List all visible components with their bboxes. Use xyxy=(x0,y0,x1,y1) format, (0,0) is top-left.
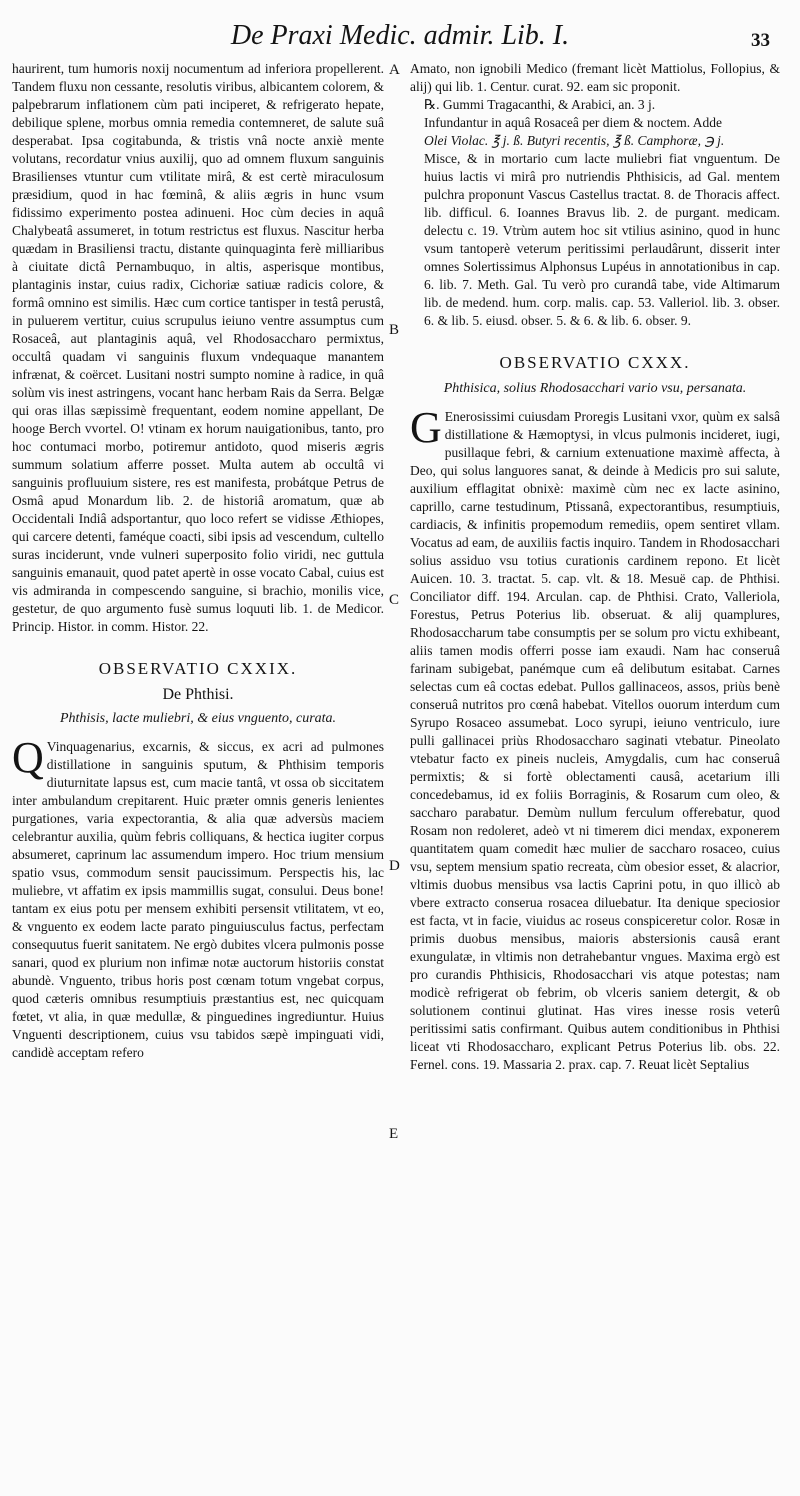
recipe-intro: Amato, non ignobili Medico (fremant licèt Mattiolus, Follopius, & alij) qui lib. 1. Centur. curat. 92. eam sic proponit. xyxy=(410,61,780,94)
margin-letter-c: C xyxy=(389,592,400,608)
observation-130-body-paragraph xyxy=(410,403,780,1074)
margin-letter-d: D xyxy=(389,858,400,874)
margin-letter-b: B xyxy=(389,322,400,338)
drop-cap-g: G xyxy=(410,403,442,452)
observation-129-caption: Phthisis, lacte muliebri, & eius vnguento, curata. xyxy=(59,711,337,726)
observation-129-body: Vinquagenarius, excarnis, & siccus, ex acri ad pulmones distillatione in sanguinis sputum, & Phthisim temporis diuturnitate lapsus est, cum macie tantâ, vt ossa ob siccitatem inter ambulandum crepitarent. Huic præter omnis generis lenientes purgationes, varia expectorantia, & alia quæ adversùs maciem celebrantur auxilia, quùm febris colliquans, & hectica iugiter corpus absumeret, caprinum lac assumendum impero. Hoc trium mensium spatio vsus, commodum sensit paucissimum. Perspectis his, lac muliebre, vt affatim ex ipsis mammillis sugat, consului. Deus bone! tantam ex eius potu per mensem exhibiti persensit vtilitatem, vt eo, & vnguento ex eodem lacte parato pinguiusculus factus, perfectam consequutus fuerit sanitatem. Ne ergò dubites vlcera pulmonis posse sanari, quod ex plurium non infimæ notæ auctorum historiis constat abundè. Vnguento, tribus horis post cœnam totum vngebat corpus, quod cæteris omnibus resumptiuis præstantius est, nec quicquam fœtet, vt alia, in quæ medullæ, & pinguedines ingrediuntur. Huius Vnguenti descriptionem, cuius vsu tabidos sæpè impinguati vidi, candidè acceptam refero xyxy=(12,739,384,1060)
margin-letter-e: E xyxy=(389,1126,399,1142)
drop-cap-q: Q xyxy=(12,733,44,782)
page-number: 33 xyxy=(751,30,770,51)
running-title: De Praxi Medic. admir. Lib. I. xyxy=(230,20,570,51)
recipe-line-infusion: Infundantur in aquâ Rosaceâ per diem & noctem. Adde xyxy=(424,115,723,130)
observation-129-subtitle: De Phthisi. xyxy=(162,686,234,703)
margin-letter-a: A xyxy=(389,62,400,78)
observation-129-body-paragraph xyxy=(12,733,384,1062)
right-column xyxy=(410,60,780,1488)
recipe-continuation: Misce, & in mortario cum lacte muliebri fiat vnguentum. De huius lactis vi mirâ pro nutriendis Phthisicis, ad Gal. mentem pulchra proponunt Vascus Castellus tractat. 8. de Thoracis affect. lib. difficul. 6. Ioannes Bravus lib. 2. de purgant. medicam. delectu c. 19. Vtrùm autem hoc sit vtilius asinino, quod in hunc vsum tantoperè veterum peritissimi perlaudârunt, disserit inter omnes Solertissimus Alphonsus Lupéus in annotationibus in cap. 6. lib. 7. Meth. Gal. Tu verò pro curandâ tabe, vide Altimarum lib. de medend. hum. corp. malis. cap. 53. Valleriol. lib. 3. obser. 6. & lib. 5. eiusd. obser. 5. & 6. & lib. 6. obser. 9. xyxy=(424,151,780,328)
observation-130-body: Enerosissimi cuiusdam Proregis Lusitani vxor, quùm ex salsâ distillatione & Hæmoptysi, in vlcus pulmonis incideret, iugi, pusillaque febri, & carnium extenuatione maximè affecta, à Deo, qui solus languores sanat, & deinde à Medicis pro sui salute, auxilium efflagitat obnixè: maximè cùm nec ex lacte asinino, caprillo, carne testudinum, Ptissanâ, expectorantibus, resumptiuis, cardiacis, & infinitis propemodum remediis, opem sentiret vllam. Vocatus ad eam, de auxiliis factis inquiro. Tandem in Rhodosacchari solius assiduo vsu totius curationis cardinem repono. Et licèt Auicen. 10. 3. tractat. 5. cap. vlt. & 18. Mesuë cap. de Phthisi. Conciliator diff. 194. Arculan. cap. de Phthisi. Crato, Valleriola, Forestus, Petrus Poterius lib. obseruat. & alij quamplures, Rhodosaccharum tabe consumptis per se solum pro victu exhibeant, aliis tamen modis offerri posse iam exaudi. Nam hac conseruâ farinam subigebat, panémque cum eâ delibutum esitabat. Carnes selectas cum eâ coctas edebat. Pullos gallinaceos, assos, priùs benè conseruâ nutritos pro cœnâ habebat. Vitellos ouorum interdum cum Syrupo Rosaceo assumebat. Loco syrupi, ieiuno ventriculo, iure pulli gallinacei priùs Rhodosaccharo saginati vtebatur. Pineolato vtebatur facto ex pineis nucleis, Amygdalis, cum hac conseruâ permixtis; & si fortè oblectamenti causâ, acetarium illi concedebamus, id ex foliis Borraginis, & Rosarum cum oleo, & saccharo parabatur. Demùm nullum ferculum offerebatur, quod Rosam non redoleret, adeò vt ni timerem dici mendax, exponerem quantitatem quam comedit hæc mulier de saccharo rosaceo, cuius vsu, septem mensium spatio recreata, cùm obesior esset, & alacrior, vltimis duobus mensibus vsa lactis Caprini potu, in quo illicò ab vbere extracto conserua rosacea diluebatur. Ita denique speciosior est facta, vt in facie, viuidus ac roseus conspiceretur color. Rosæ in primis duobus mensibus, maioris abstersionis causâ erant exungulatæ, in vltimis non detrahebantur vngues. Maxima ergò est pro curandis Phthisicis, Rhodosacchari vis atque potestas; nam modicè refrigerat ob febrim, ob vlceris saniem detergit, & ob solutionem continui glutinat. Has vires inesse rosis veterû peritissimi satis confirmant. Quibus autem conditionibus in Phthisi liceat vti Rhodosaccharo, explicant Petrus Poterius lib. obs. 22. Fernel. cons. 19. Massaria 2. prax. cap. 7. Reuat licèt Septalius xyxy=(410,409,780,1072)
observation-130-caption: Phthisica, solius Rhodosacchari vario vsu, persanata. xyxy=(443,381,747,396)
continuation-paragraph: haurirent, tum humoris noxij nocumentum ad inferiora propellerent. Tandem fluxu non cessante, resolutis viribus, albicantem colorem, & palpebrarum inflationem cùm pati inciperet, & refrigerato hepate, debilique splene, morbus omnia remedia contemneret, de salute suâ desperabat. Ipsa cogitabunda, & tristis vnâ nocte anxiè mente volutans, recordatur vnius auxilij, quo ad omnem fluxum sanguinis Brasilienses vtuntur cum vtilitate mirâ, & est certè miraculosum præsidium, quod in hac fœminâ, & aliis ægris in hunc vsum fidissimo experimento postea adinueni. Hoc cùm decies in aquâ Chalybeatâ assumeret, in totum restrictus est fluxus. Nascitur herba quædam in Brasiliensi tractu, distante quinquaginta ferè milliaribus à ciuitate dictâ Pernambuquo, in altis, asperisque montibus, plantaginis instar, cuius radix, Cichoriæ satiuæ radicis colore, & formâ omnino est similis. Hæc cum cortice tantisper in testâ perustâ, in puluerem vertitur, cuius scrupulus ieiuno ventre assumptus cum Rosaceâ, aut plantaginis aquâ, vel Rhodosaccharo permixtus, occultâ quadam vi sanguinis fluxum vndequaque manantem infrænat, & coërcet. Lusitani nostri sumpto nomine à radice, in quâ solùm vis inest astringens, vocant hanc herbam Rais da Serra. Belgæ qui oras illas sæpissimè frequentant, eodem nomine appellant, De hooge Berch vvortel. O! vtinam ex horum nauigationibus, tanto, pro hoc contumaci morbo, potiremur antidoto, quod miseris ægris summum solatium afferre posset. Multa autem ab occultâ vi sanguinis profluuium sistere, res est manifesta, probátque Petrus de Osmâ apud Monardum lib. 2. de historiâ aromatum, quæ ab Occidentali Indiâ adsportantur, quo loco refert se vidisse Æthiopes, qui carcere detenti, faméque coacti, sibi ipsis ad vescendum, cultello suras inciderunt, vnde vulneri superposito folio viridi, nec guttula sanguinis emanauit, quod patet apertè in osse vocato Cabal, cuius est vis admiranda in compescendo sanguine, si brachio, monilis vice, gestetur, de quo argumento fusè sumus loquuti lib. 1. de Medicor. Princip. Histor. in comm. Histor. 22. xyxy=(12,61,384,634)
recipe-line-gums: ℞. Gummi Tragacanthi, & Arabici, an. 3 j. xyxy=(424,97,656,112)
observation-129-title: OBSERVATIO CXXIX. xyxy=(98,659,298,678)
observation-130-title: OBSERVATIO CXXX. xyxy=(499,353,691,372)
left-column xyxy=(12,60,384,1488)
recipe-line-oils: Olei Violac. ℥ j. ß. Butyri recentis, ℥ ß. Camphoræ, ℈ j. xyxy=(424,133,725,148)
